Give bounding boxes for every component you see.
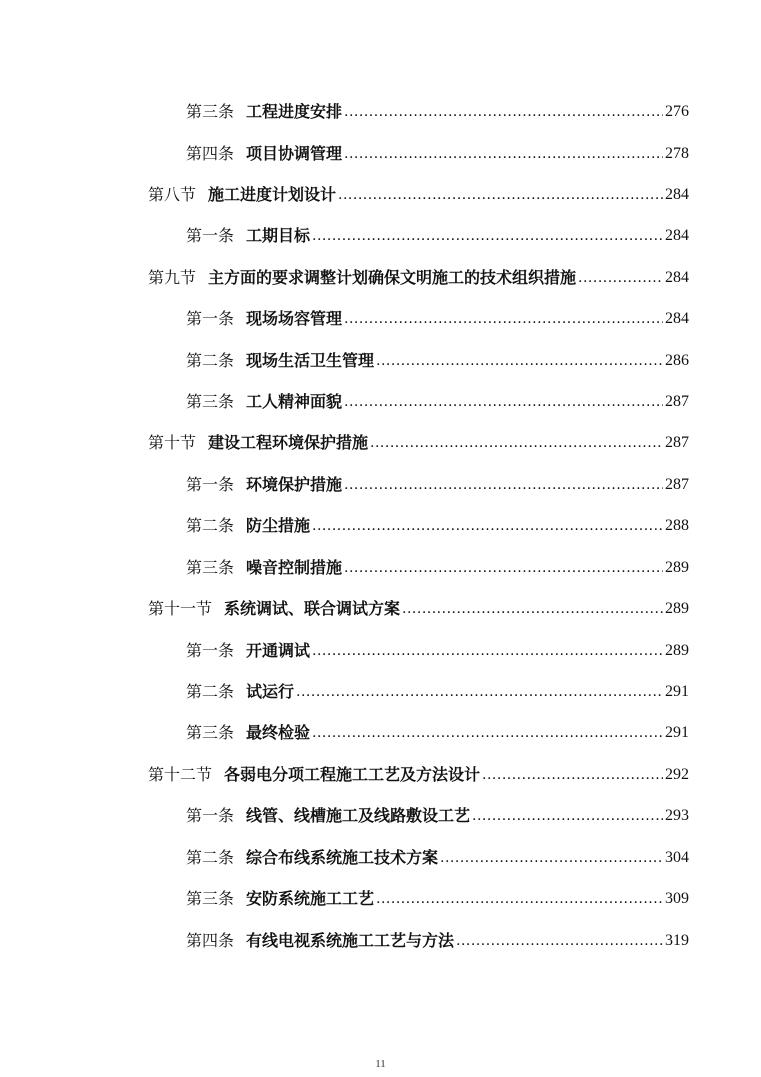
toc-dot-leader <box>482 765 663 785</box>
toc-entry[interactable] <box>186 388 689 412</box>
toc-entry-title: 安防系统施工工艺 <box>246 889 375 908</box>
toc-entry[interactable] <box>186 554 689 578</box>
toc-entry-title: 系统调试、联合调试方案 <box>224 599 401 618</box>
toc-entry-prefix: 第二条 <box>186 848 235 867</box>
toc-entry-page: 309 <box>665 890 689 907</box>
toc-entry[interactable] <box>186 885 689 909</box>
toc-entry-prefix: 第三条 <box>186 723 235 742</box>
toc-dot-leader <box>312 723 663 743</box>
toc-entry-prefix: 第四条 <box>186 144 235 163</box>
toc-entry[interactable] <box>148 264 689 288</box>
toc-entry[interactable] <box>148 181 689 205</box>
toc-entry-page: 293 <box>665 807 689 824</box>
toc-entry[interactable] <box>186 678 689 702</box>
toc-entry-title: 施工进度计划设计 <box>208 185 337 204</box>
toc-entry-page: 292 <box>665 766 689 783</box>
toc-entry-title: 各弱电分项工程施工工艺及方法设计 <box>224 765 481 784</box>
toc-entry-title: 防尘措施 <box>246 516 311 535</box>
toc-entry-title: 综合布线系统施工技术方案 <box>246 848 439 867</box>
toc-entry-title: 工程进度安排 <box>246 102 343 121</box>
toc-dot-leader <box>344 102 663 122</box>
toc-dot-leader <box>376 889 663 909</box>
toc-entry-prefix: 第十二节 <box>148 765 213 784</box>
toc-entry-page: 284 <box>665 186 689 203</box>
toc-entry-title: 试运行 <box>246 682 295 701</box>
toc-entry-prefix: 第九节 <box>148 268 197 287</box>
toc-entry-page: 304 <box>665 849 689 866</box>
toc-entry[interactable] <box>186 471 689 495</box>
toc-dot-leader <box>344 392 663 412</box>
toc-entry[interactable] <box>186 637 689 661</box>
toc-entry-prefix: 第二条 <box>186 682 235 701</box>
toc-entry-page: 291 <box>665 683 689 700</box>
toc-dot-leader <box>402 599 663 619</box>
toc-entry-title: 现场生活卫生管理 <box>246 351 375 370</box>
toc-entry[interactable] <box>148 429 689 453</box>
toc-entry[interactable] <box>186 512 689 536</box>
toc-entry-page: 288 <box>665 517 689 534</box>
toc-entry[interactable] <box>186 802 689 826</box>
toc-entry-title: 项目协调管理 <box>246 144 343 163</box>
toc-entry[interactable] <box>148 595 689 619</box>
toc-entry-title: 最终检验 <box>246 723 311 742</box>
toc-entry-title: 建设工程环境保护措施 <box>208 433 369 452</box>
toc-entry-title: 工期目标 <box>246 226 311 245</box>
toc-dot-leader <box>376 351 663 371</box>
toc-entry-prefix: 第一条 <box>186 806 235 825</box>
toc-entry-page: 289 <box>665 600 689 617</box>
toc-entry-prefix: 第八节 <box>148 185 197 204</box>
toc-entry-prefix: 第四条 <box>186 931 235 950</box>
toc-dot-leader <box>472 806 663 826</box>
toc-dot-leader <box>312 516 663 536</box>
toc-entry[interactable] <box>148 761 689 785</box>
toc-entry-page: 291 <box>665 724 689 741</box>
toc-dot-leader <box>456 931 663 951</box>
toc-entry-prefix: 第二条 <box>186 351 235 370</box>
page-number: 11 <box>375 1058 386 1070</box>
toc-entry[interactable] <box>186 844 689 868</box>
toc-entry-page: 319 <box>665 932 689 949</box>
toc-entry-title: 工人精神面貌 <box>246 392 343 411</box>
toc-dot-leader <box>344 144 663 164</box>
toc-entry[interactable] <box>186 719 689 743</box>
toc-entry-prefix: 第三条 <box>186 102 235 121</box>
toc-entry-prefix: 第二条 <box>186 516 235 535</box>
toc-entry-prefix: 第三条 <box>186 392 235 411</box>
toc-entry-page: 289 <box>665 642 689 659</box>
toc-entry-page: 289 <box>665 559 689 576</box>
toc-entry[interactable] <box>186 222 689 246</box>
toc-dot-leader <box>312 641 663 661</box>
toc-entry-prefix: 第一条 <box>186 226 235 245</box>
toc-entry-prefix: 第三条 <box>186 558 235 577</box>
toc-entry[interactable] <box>186 140 689 164</box>
toc-dot-leader <box>338 185 663 205</box>
toc-entry-page: 286 <box>665 352 689 369</box>
toc-entry-title: 开通调试 <box>246 641 311 660</box>
toc-entry-page: 287 <box>665 476 689 493</box>
toc-entry-page: 284 <box>665 310 689 327</box>
toc-entry-page: 278 <box>665 145 689 162</box>
toc-dot-leader <box>344 475 663 495</box>
toc-dot-leader <box>370 433 663 453</box>
toc-entry-title: 现场场容管理 <box>246 309 343 328</box>
toc-entry-prefix: 第三条 <box>186 889 235 908</box>
toc-entry[interactable] <box>186 927 689 951</box>
toc-dot-leader <box>296 682 663 702</box>
toc-entry-prefix: 第十一节 <box>148 599 213 618</box>
toc-dot-leader <box>440 848 663 868</box>
toc-dot-leader <box>344 558 663 578</box>
toc-dot-leader <box>312 226 663 246</box>
toc-entry-title: 有线电视系统施工工艺与方法 <box>246 931 455 950</box>
toc-entry-page: 284 <box>665 269 689 286</box>
toc-entry-page: 287 <box>665 393 689 410</box>
toc-entry-title: 噪音控制措施 <box>246 558 343 577</box>
toc-entry-prefix: 第一条 <box>186 309 235 328</box>
toc-entry-page: 287 <box>665 434 689 451</box>
toc-entry-page: 284 <box>665 227 689 244</box>
toc-entry-title: 环境保护措施 <box>246 475 343 494</box>
toc-entry[interactable] <box>186 305 689 329</box>
toc-entry-prefix: 第十节 <box>148 433 197 452</box>
toc-entry[interactable] <box>186 347 689 371</box>
toc-entry-page: 276 <box>665 103 689 120</box>
toc-entry-title: 线管、线槽施工及线路敷设工艺 <box>246 806 471 825</box>
toc-entry-prefix: 第一条 <box>186 641 235 660</box>
toc-entry-prefix: 第一条 <box>186 475 235 494</box>
toc-entry-title: 主方面的要求调整计划确保文明施工的技术组织措施 <box>208 268 577 287</box>
toc-dot-leader <box>578 268 663 288</box>
toc-entry[interactable] <box>186 98 689 122</box>
toc-dot-leader <box>344 309 663 329</box>
